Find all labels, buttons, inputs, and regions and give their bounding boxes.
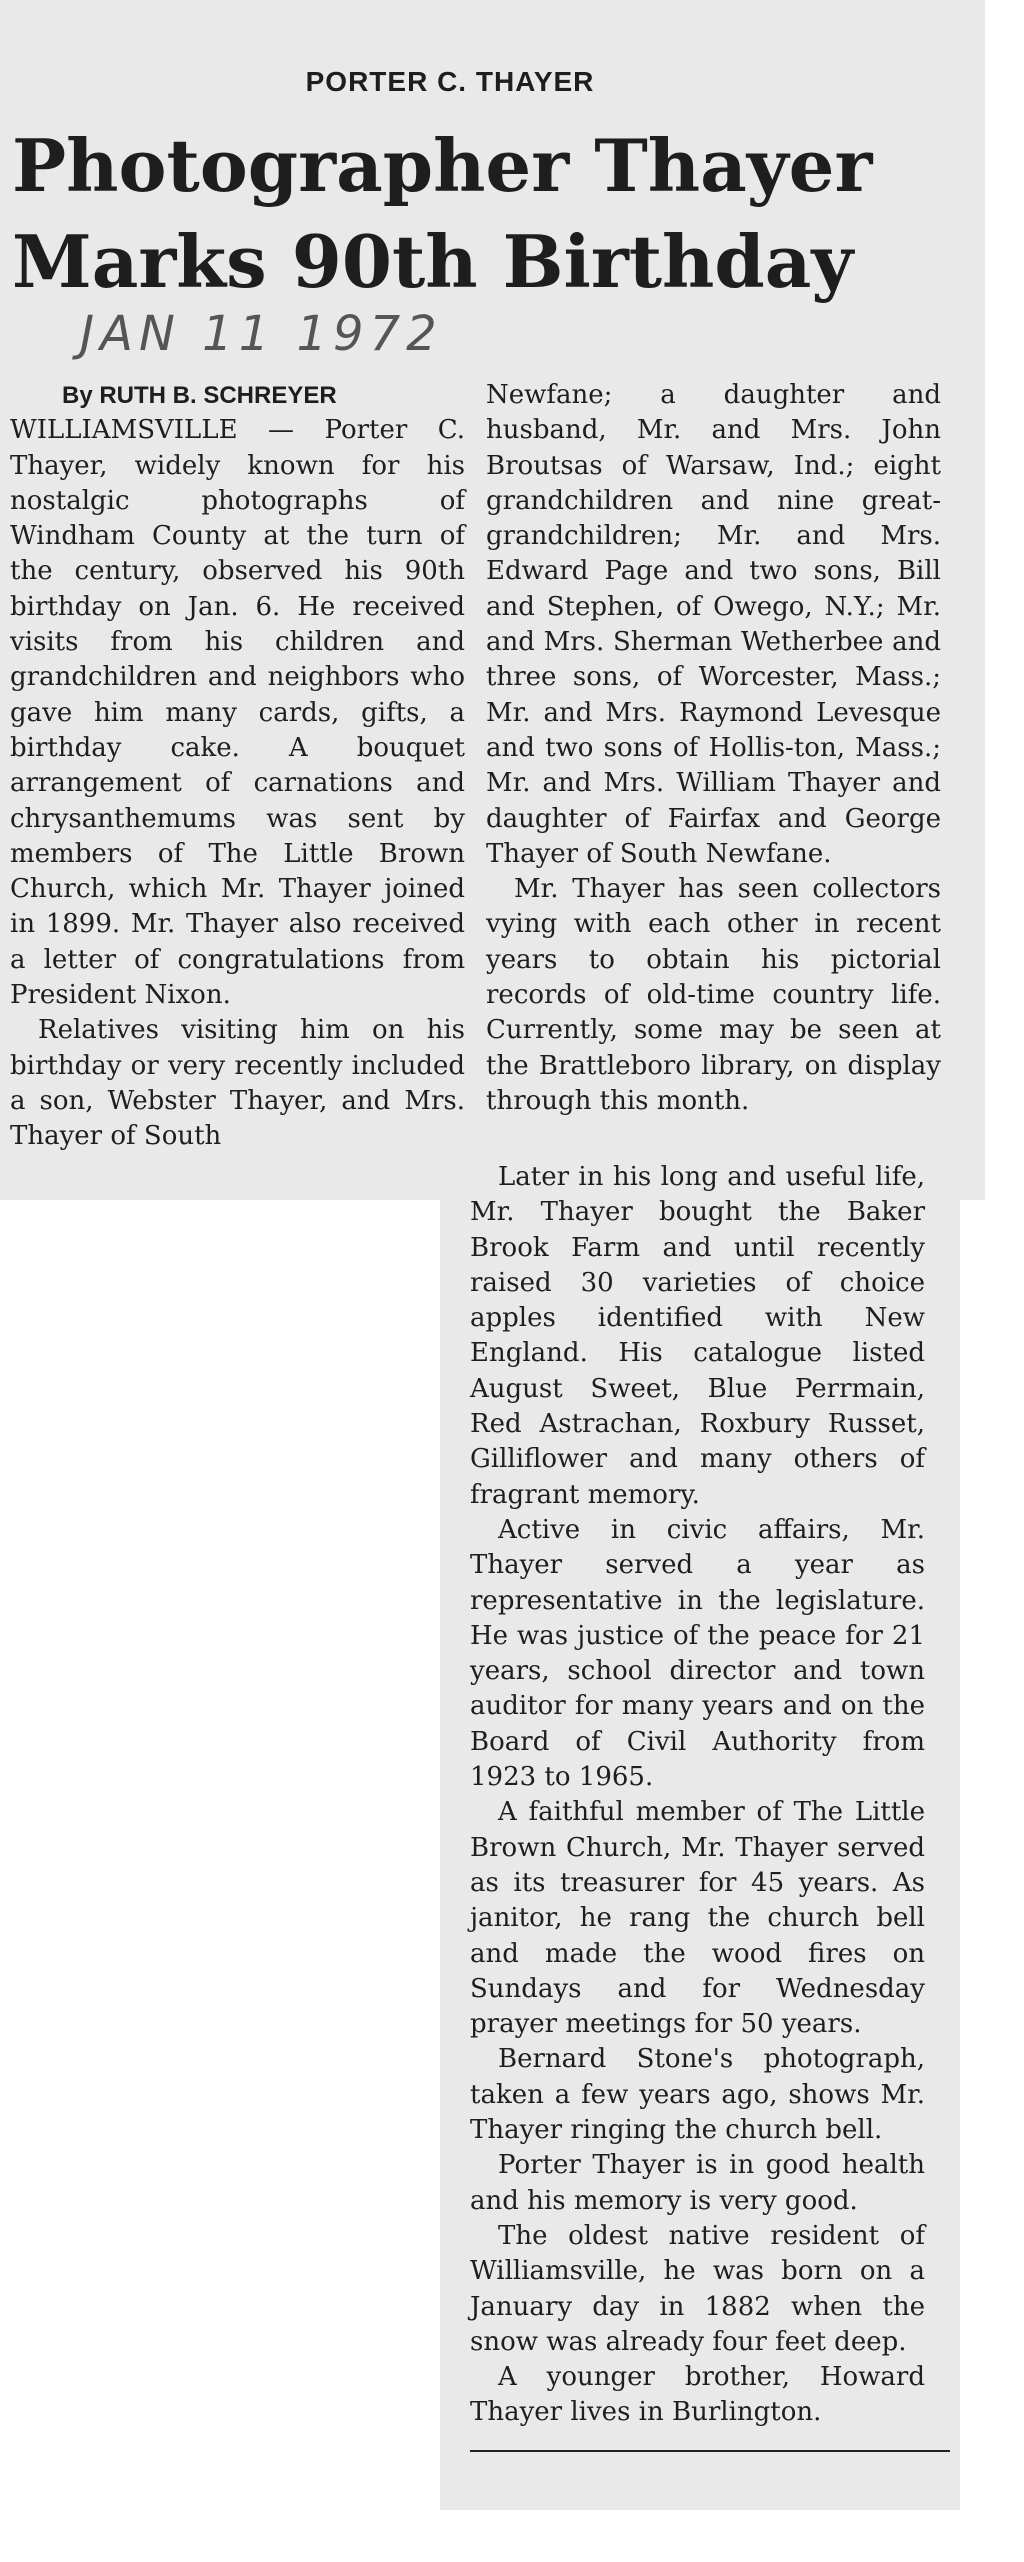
paragraph: Active in civic affairs, Mr. Thayer served a year as representative in the legislature. He was justice of the peace for 21 years, school director and town auditor for many years and on the Board of Civil Authority from 1923 to 1965. [470, 1514, 925, 1793]
paragraph: Relatives visiting him on his birthday or very recently included a son, Webster Thayer, and Mrs. Thayer of South [10, 1015, 465, 1152]
headline [12, 118, 872, 310]
paragraph: Bernard Stone's photograph, taken a few years ago, shows Mr. Thayer ringing the church bell. [470, 2044, 925, 2146]
headline-line-1: Photographer Thayer [12, 123, 873, 208]
paragraph: Newfane; a daughter and husband, Mr. and Mrs. John Broutsas of Warsaw, Ind.; eight grandchildren and nine great-grandchildren; Mr. and Mrs. Edward Page and two sons, Bill and Stephen, of Owego, N.Y.; Mr. and Mrs. Sherman Wetherbee and three sons, of Worcester, Mass.; Mr. and Mrs. Raymond Levesque and two sons of Hollis-ton, Mass.; Mr. and Mrs. William Thayer and daughter of Fairfax and George Thayer of South Newfane. [486, 380, 941, 869]
end-rule [470, 2450, 950, 2452]
paragraph: The oldest native resident of Williamsville, he was born on a January day in 1882 when the snow was already four feet deep. [470, 2220, 925, 2357]
paragraph: A faithful member of The Little Brown Church, Mr. Thayer served as its treasurer for 45 years. As janitor, he rang the church bell and made the wood fires on Sundays and for Wednesday prayer meetings for 50 years. [470, 1797, 925, 2040]
paragraph: Later in his long and useful life, Mr. Thayer bought the Baker Brook Farm and until recently raised 30 varieties of choice apples identified with New England. His catalogue listed August Sweet, Blue Perrmain, Red Astrachan, Roxbury Russet, Gilliflower and many others of fragrant memory. [470, 1162, 925, 1510]
paragraph: Mr. Thayer has seen collectors vying with each other in recent years to obtain his pictorial records of old-time country life. Currently, some may be seen at the Brattleboro library, on display through this month. [486, 874, 941, 1116]
column-1 [10, 378, 465, 1155]
column-2 [486, 378, 941, 1119]
paragraph: Porter Thayer is in good health and his memory is very good. [470, 2150, 925, 2216]
kicker: PORTER C. THAYER [305, 66, 595, 97]
headline-line-2: Marks 90th Birthday [12, 219, 854, 304]
paragraph: WILLIAMSVILLE — Porter C. Thayer, widely known for his nostalgic photographs of Windham County at the turn of the century, observed his 90th birthday on Jan. 6. He received visits from his children and grandchildren and neighbors who gave him many cards, gifts, a birthday cake. A bouquet arrangement of carnations and chrysanthemums was sent by members of The Little Brown Church, which Mr. Thayer joined in 1899. Mr. Thayer also received a letter of congratulations from President Nixon. [10, 415, 465, 1011]
handwritten-date: JAN 11 1972 [80, 306, 443, 362]
paragraph: A younger brother, Howard Thayer lives in Burlington. [470, 2362, 925, 2428]
byline: By RUTH B. SCHREYER [62, 382, 337, 409]
column-3 [470, 1160, 925, 2431]
